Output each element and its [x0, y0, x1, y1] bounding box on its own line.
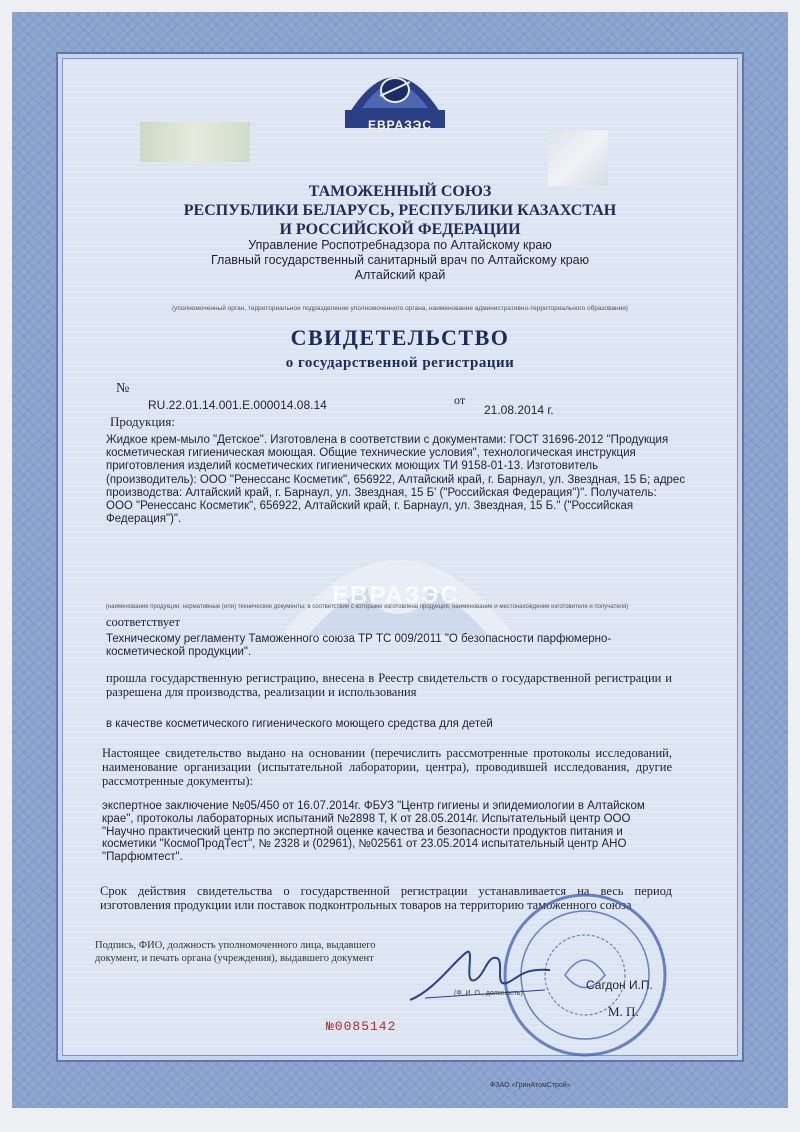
authority-line-1: Управление Роспотребнадзора по Алтайскому краю [248, 238, 552, 252]
document-subtitle: о государственной регистрации [285, 355, 515, 371]
authority-line-2: Главный государственный санитарный врач по Алтайскому краю [210, 253, 590, 267]
product-caption: (наименование продукции, нормативные (или) технические документы, в соответствии с которыми изготовлена продукция, наименование и местонахождение изготовителя и получателя) [106, 604, 629, 610]
registration-date: 21.08.2014 г. [484, 403, 554, 417]
basis-documents: экспертное заключение №05/450 от 16.07.2014г. ФБУЗ "Центр гигиены и эпидемиологии в Алтайском крае", протоколы лабораторных испытаний №2898 Т, К от 28.05.2014г. Испытательный центр ООО "Научно практический центр по экспертной оценке качества и безопасности продуктов питания и косметики "КосмоПродТест", № 2328 и (02961), №02561 от 23.05.2014 испытательный центр АНО "Парфюмтест". [102, 800, 645, 864]
validity-statement: Срок действия свидетельства о государственной регистрации устанавливается на весь период изготовления продукции или поставок подконтрольных товаров на территорию таможенного союза [100, 884, 672, 912]
authority-line-3: Алтайский край [354, 268, 446, 282]
union-line-3: И РОССИЙСКОЙ ФЕДЕРАЦИИ [279, 221, 521, 238]
date-label: от [454, 393, 466, 407]
union-line-2: РЕСПУБЛИКИ БЕЛАРУСЬ, РЕСПУБЛИКИ КАЗАХСТАН [183, 202, 617, 219]
authority-caption: (уполномоченный орган, территориальное подразделение уполномоченного органа, наименование административно-территориального образования) [172, 305, 628, 312]
handwritten-signature-icon [405, 940, 555, 1010]
document-title: СВИДЕТЕЛЬСТВО [290, 325, 510, 350]
conforms-label: соответствует [106, 615, 180, 629]
signer-name: Сагдон И.П. [586, 978, 653, 992]
serial-number: №0085142 [326, 1019, 397, 1034]
basis-intro: Настоящее свидетельство выдано на основании (перечислить рассмотренные протоколы исследований, наименование организации (испытательной лаборатории, центра), проводившей исследования, другие рассмотренные документы): [102, 746, 672, 788]
technical-regulation: Техническому регламенту Таможенного союза ТР ТС 009/2011 "О безопасности парфюмерно-косметической продукции". [106, 633, 612, 658]
signature-caption: Подпись, ФИО, должность уполномоченного лица, выдавшего документ, и печать органа (учреждения), выдавшего документ [95, 940, 376, 964]
product-description: Жидкое крем-мыло "Детское". Изготовлена в соответствии с документами: ГОСТ 31696-2012 "Продукция косметическая гигиеническая моющая. Общие технические условия", технологическая инструкция приготовления изделий косметических гигиенических моющих ТИ 9158-01-13. Изготовитель (производитель): ООО "Ренессанс Косметик", 656922, Алтайский край, г. Барнаул, ул. Звездная, 15 Б; адрес производства: Алтайский край, г. Барнаул, ул. Звездная, 15 Б' ("Российская Федерация")". Получатель: ООО "Ренессанс Косметик", 656922, Алтайский край, г. Барнаул, ул. Звездная, 15 Б." ("Российская Федерация")". [106, 434, 686, 526]
printer-imprint: ФЗАО «ГринАтомСтрой» [490, 1082, 571, 1089]
authority-block [160, 238, 640, 283]
emblem-text: ЕВРАЗЭС [367, 118, 432, 132]
union-heading [140, 182, 660, 239]
watermark-text: ЕВРАЗЭС [331, 582, 460, 609]
number-label: № [116, 381, 130, 396]
hologram-left [140, 122, 250, 162]
product-label: Продукция: [110, 414, 175, 429]
union-line-1: ТАМОЖЕННЫЙ СОЮЗ [308, 183, 492, 200]
product-purpose: в качестве косметического гигиенического моющего средства для детей [106, 718, 493, 730]
hologram-right [548, 130, 608, 186]
registration-number: RU.22.01.14.001.Е.000014.08.14 [148, 398, 327, 412]
fio-caption: (Ф. И. О., должность) [454, 990, 523, 997]
seal-label: М. П. [608, 1004, 639, 1019]
registration-statement: прошла государственную регистрацию, внесена в Реестр свидетельств о государственной регистрации и разрешена для производства, реализации и использования [106, 671, 672, 699]
